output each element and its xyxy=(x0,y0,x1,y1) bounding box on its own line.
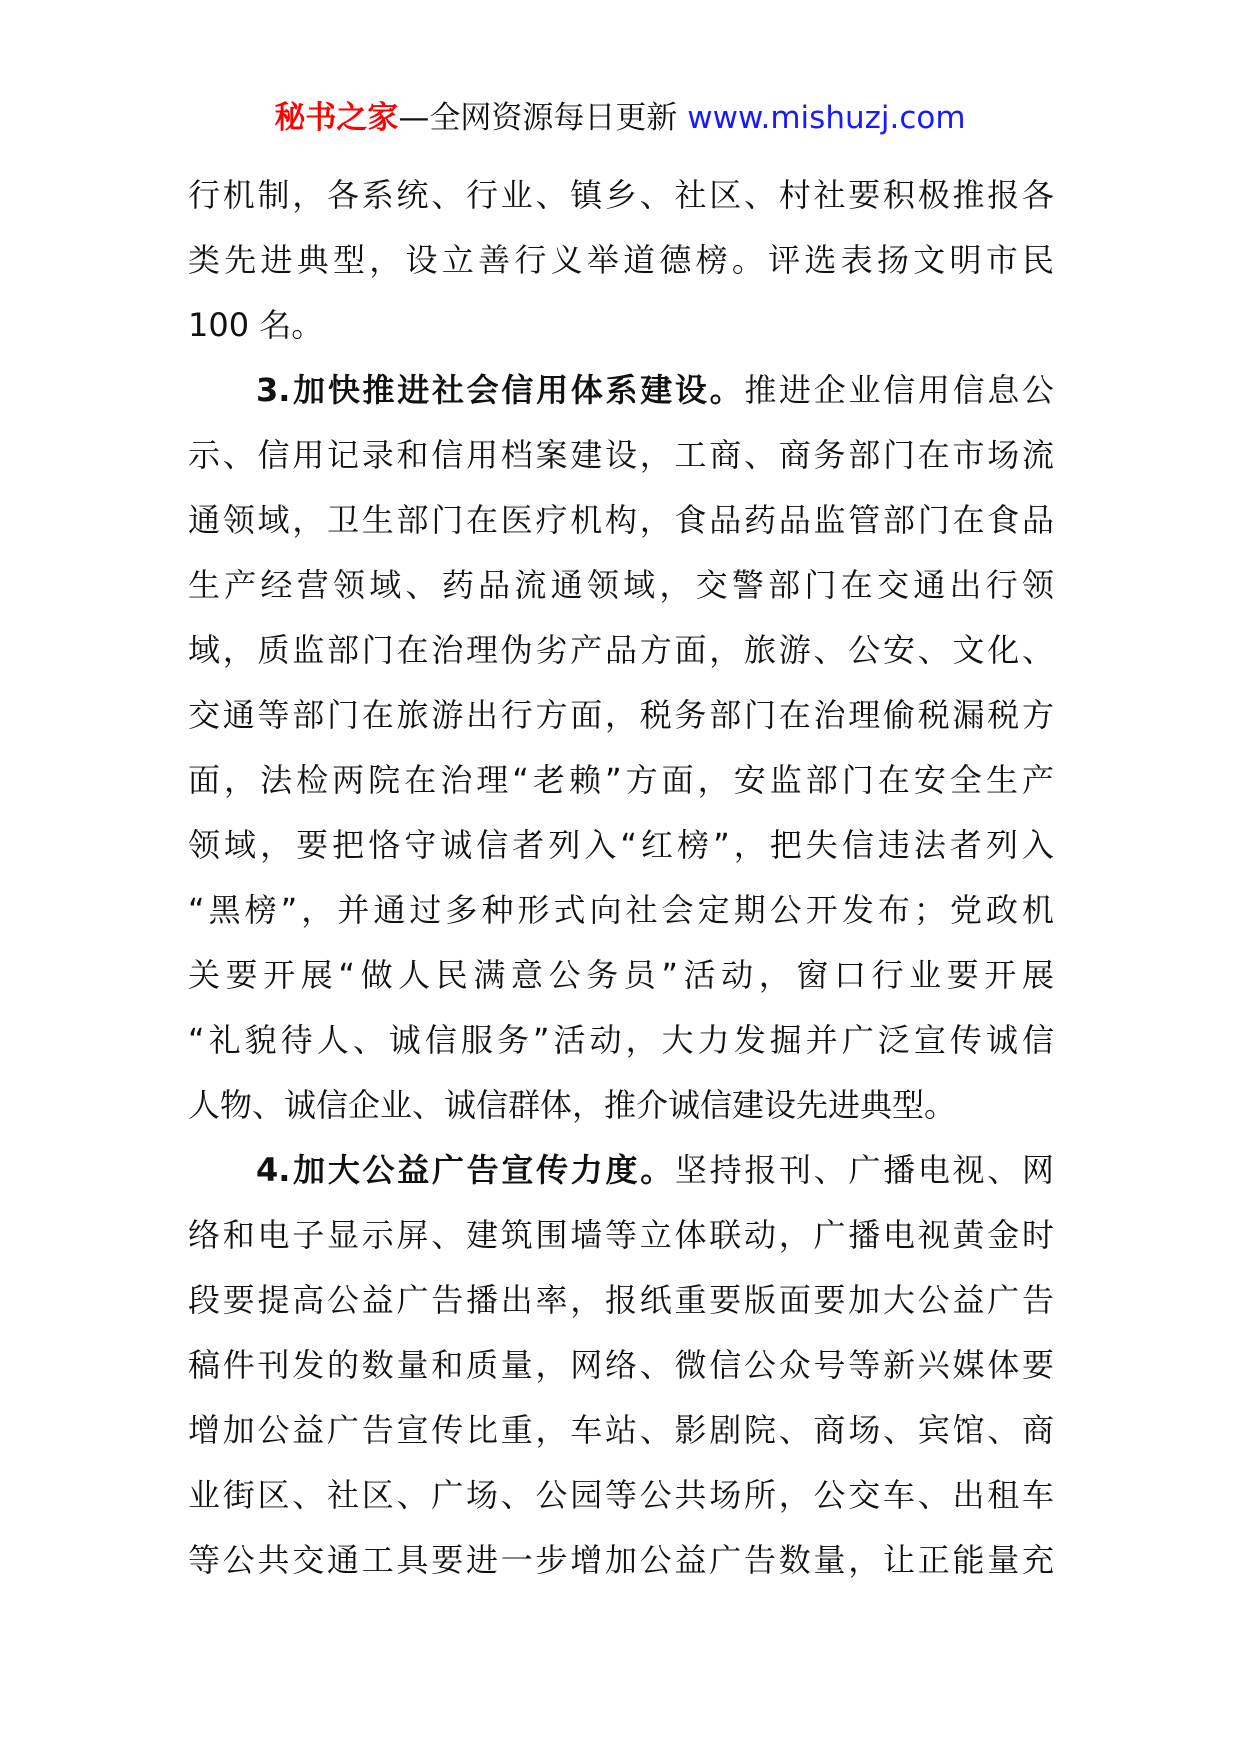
text-line: 关要开展“做人民满意公务员”活动，窗口行业要开展 xyxy=(188,956,1054,994)
heading-line-rest: 推进企业信用信息公 xyxy=(744,371,1054,409)
text-line: 人物、诚信企业、诚信群体，推介诚信建设先进典型。 xyxy=(188,1086,957,1124)
text-line: 域，质监部门在治理伪劣产品方面，旅游、公安、文化、 xyxy=(188,631,1054,669)
heading-line-rest: 坚持报刊、广播电视、网 xyxy=(674,1151,1054,1189)
paragraph-public-ads xyxy=(188,1138,1054,1593)
site-tagline: —全网资源每日更新 xyxy=(398,100,688,136)
text-line: 络和电子显示屏、建筑围墙等立体联动，广播电视黄金时 xyxy=(188,1216,1054,1254)
document-body xyxy=(188,163,1054,1593)
site-header xyxy=(0,98,1240,138)
text-line: 100 名。 xyxy=(188,306,324,344)
text-line: 领域，要把恪守诚信者列入“红榜”，把失信违法者列入 xyxy=(188,826,1054,864)
text-line xyxy=(188,1138,1054,1203)
paragraph-continuation xyxy=(188,163,1054,358)
text-line: 业街区、社区、广场、公园等公共场所，公交车、出租车 xyxy=(188,1476,1054,1514)
text-line: 增加公益广告宣传比重，车站、影剧院、商场、宾馆、商 xyxy=(188,1411,1054,1449)
text-line: 通领域，卫生部门在医疗机构，食品药品监管部门在食品 xyxy=(188,501,1054,539)
site-url-link[interactable]: www.mishuzj.com xyxy=(687,100,966,136)
text-line: “黑榜”，并通过多种形式向社会定期公开发布；党政机 xyxy=(188,891,1054,929)
text-line: “礼貌待人、诚信服务”活动，大力发掘并广泛宣传诚信 xyxy=(188,1021,1054,1059)
text-line: 生产经营领域、药品流通领域，交警部门在交通出行领 xyxy=(188,566,1054,604)
site-brand: 秘书之家 xyxy=(274,100,399,136)
text-line: 等公共交通工具要进一步增加公益广告数量，让正能量充 xyxy=(188,1541,1054,1579)
text-line xyxy=(188,358,1054,423)
text-line: 稿件刊发的数量和质量，网络、微信公众号等新兴媒体要 xyxy=(188,1346,1054,1384)
text-line: 示、信用记录和信用档案建设，工商、商务部门在市场流 xyxy=(188,436,1054,474)
section-heading-4: 4.加大公益广告宣传力度。 xyxy=(256,1151,675,1189)
text-line: 面，法检两院在治理“老赖”方面，安监部门在安全生产 xyxy=(188,761,1054,799)
section-heading-3: 3.加快推进社会信用体系建设。 xyxy=(256,371,745,409)
text-line: 段要提高公益广告播出率，报纸重要版面要加大公益广告 xyxy=(188,1281,1054,1319)
text-line: 交通等部门在旅游出行方面，税务部门在治理偷税漏税方 xyxy=(188,696,1054,734)
paragraph-credit-system xyxy=(188,358,1054,1138)
text-line: 行机制，各系统、行业、镇乡、社区、村社要积极推报各 xyxy=(188,176,1054,214)
text-line: 类先进典型，设立善行义举道德榜。评选表扬文明市民 xyxy=(188,241,1054,279)
